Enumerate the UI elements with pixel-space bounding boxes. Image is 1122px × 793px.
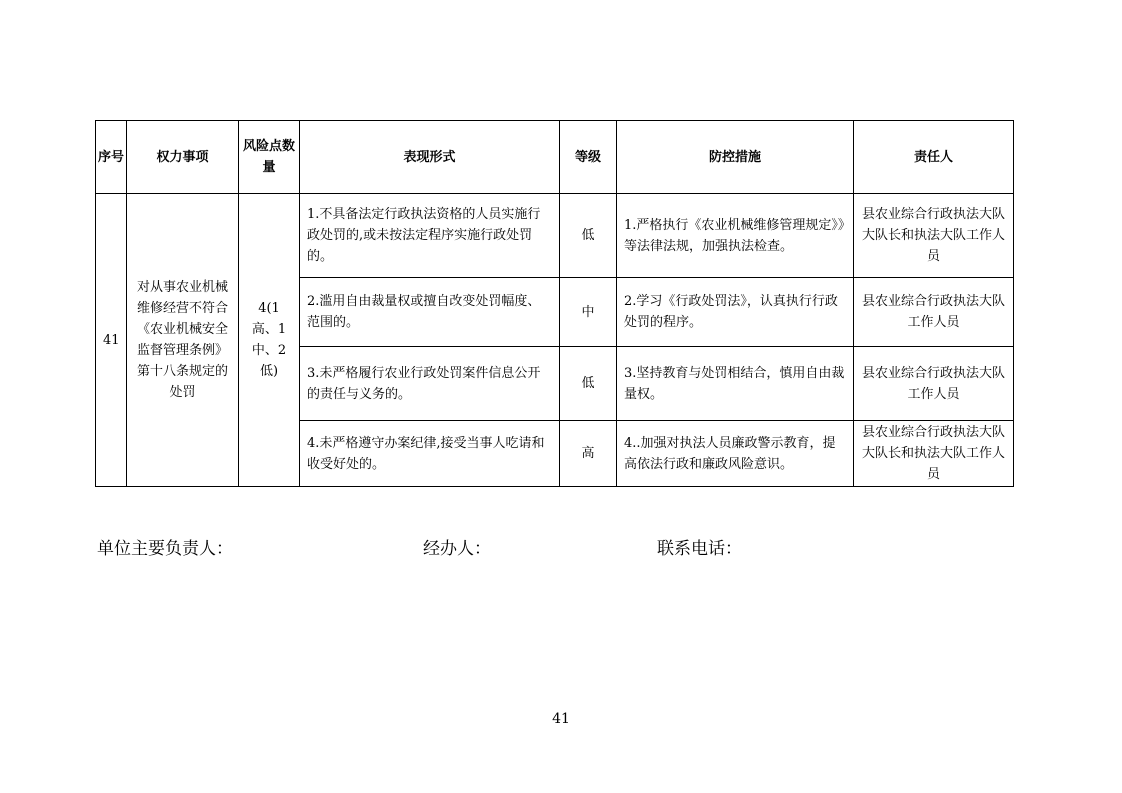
measure-cell: 2.学习《行政处罚法》，认真执行行政处罚的程序。: [617, 278, 854, 347]
person-cell: 县农业综合行政执法大队大队长和执法大队工作人员: [854, 421, 1014, 487]
item-cell: 对从事农业机械维修经营不符合《农业机械安全监督管理条例》第十八条规定的处罚: [127, 194, 239, 487]
header-person: 责任人: [854, 121, 1014, 194]
measure-cell: 3.坚持教育与处罚相结合，慎用自由裁量权。: [617, 347, 854, 421]
form-cell: 3.未严格履行农业行政处罚案件信息公开的责任与义务的。: [300, 347, 560, 421]
form-cell: 4.未严格遵守办案纪律,接受当事人吃请和收受好处的。: [300, 421, 560, 487]
table-row: [96, 194, 1014, 278]
risk-table: [95, 120, 1014, 487]
header-row: [96, 121, 1014, 194]
header-level: 等级: [560, 121, 617, 194]
level-cell: 低: [560, 347, 617, 421]
form-cell: 2.滥用自由裁量权或擅自改变处罚幅度、范围的。: [300, 278, 560, 347]
seq-cell: 41: [96, 194, 127, 487]
level-cell: 高: [560, 421, 617, 487]
handler-label: 经办人：: [423, 539, 491, 559]
person-cell: 县农业综合行政执法大队大队长和执法大队工作人员: [854, 194, 1014, 278]
page-number: 41: [552, 711, 570, 727]
phone-label: 联系电话：: [657, 539, 742, 559]
measure-cell: 1.严格执行《农业机械维修管理规定》》等法律法规，加强执法检查。: [617, 194, 854, 278]
level-cell: 低: [560, 194, 617, 278]
level-cell: 中: [560, 278, 617, 347]
person-cell: 县农业综合行政执法大队工作人员: [854, 347, 1014, 421]
header-form: 表现形式: [300, 121, 560, 194]
measure-cell: 4..加强对执法人员廉政警示教育，提高依法行政和廉政风险意识。: [617, 421, 854, 487]
header-count: 风险点数量: [239, 121, 300, 194]
header-seq: 序号: [96, 121, 127, 194]
unit-head-label: 单位主要负责人：: [97, 539, 233, 559]
header-measure: 防控措施: [617, 121, 854, 194]
header-item: 权力事项: [127, 121, 239, 194]
risk-count-cell: 4(1高、1中、2低): [239, 194, 300, 487]
person-cell: 县农业综合行政执法大队工作人员: [854, 278, 1014, 347]
form-cell: 1.不具备法定行政执法资格的人员实施行政处罚的,或未按法定程序实施行政处罚的。: [300, 194, 560, 278]
